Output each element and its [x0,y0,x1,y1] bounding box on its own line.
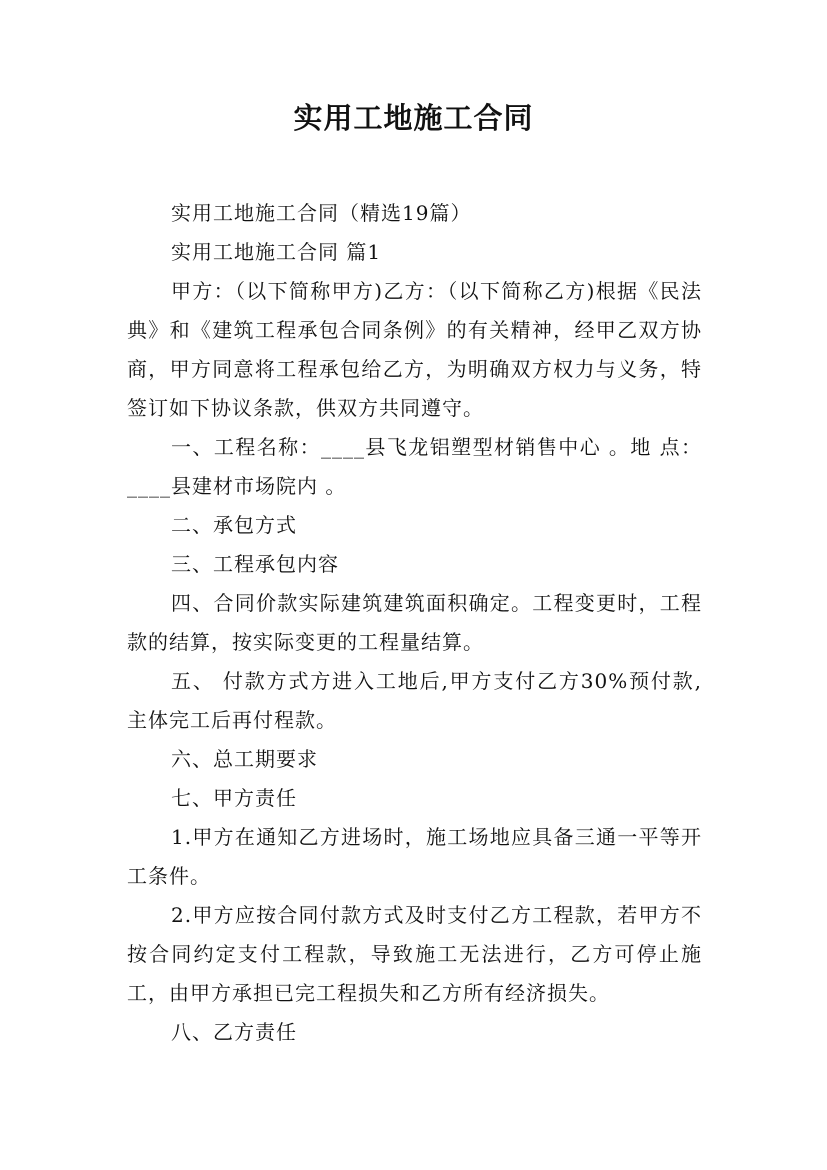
paragraph-text: 三、工程承包内容 [171,552,339,576]
paragraph-party-b-duties [127,1013,702,1052]
paragraph-subtitle [127,194,702,233]
paragraph-schedule [127,740,702,779]
paragraph-text: 1.甲方在通知乙方进场时，施工场地应具备三通一平等开工条件。 [127,825,702,888]
paragraph-text: 八、乙方责任 [171,1020,297,1044]
document-body [127,194,702,1052]
paragraph-text: 一、工程名称：____县飞龙铝塑型材销售中心 。地 点：____县建材市场院内 。 [127,435,702,498]
paragraph-section-heading [127,233,702,272]
paragraph-text: 实用工地施工合同（精选19篇） [171,201,472,225]
paragraph-text: 七、甲方责任 [171,786,297,810]
paragraph-contract-content [127,545,702,584]
paragraph-contract-method [127,506,702,545]
paragraph-project-name [127,428,702,506]
paragraph-duty-2 [127,896,702,1013]
paragraph-duty-1 [127,818,702,896]
paragraph-text: 甲方：（以下简称甲方)乙方：（以下简称乙方)根据《民法典》和《建筑工程承包合同条例》的有关精神，经甲乙双方协商，甲方同意将工程承包给乙方，为明确双方权力与义务，特签订如下协议条款，供双方共同遵守。 [127,279,702,420]
paragraph-text: 四、合同价款实际建筑建筑面积确定。工程变更时，工程款的结算，按实际变更的工程量结算。 [127,591,702,654]
paragraph-text: 五、 付款方式方进入工地后,甲方支付乙方30%预付款,主体完工后再付程款。 [127,669,702,732]
paragraph-party-a-duties [127,779,702,818]
paragraph-text: 实用工地施工合同 篇1 [171,240,382,264]
paragraph-text: 六、总工期要求 [171,747,318,771]
paragraph-parties [127,272,702,428]
paragraph-text: 二、承包方式 [171,513,297,537]
paragraph-text: 2.甲方应按合同付款方式及时支付乙方工程款，若甲方不按合同约定支付工程款，导致施工无法进行，乙方可停止施工，由甲方承担已完工程损失和乙方所有经济损失。 [127,903,702,1005]
document-title: 实用工地施工合同 [293,101,534,135]
paragraph-contract-price [127,584,702,662]
paragraph-payment-method [127,662,702,740]
